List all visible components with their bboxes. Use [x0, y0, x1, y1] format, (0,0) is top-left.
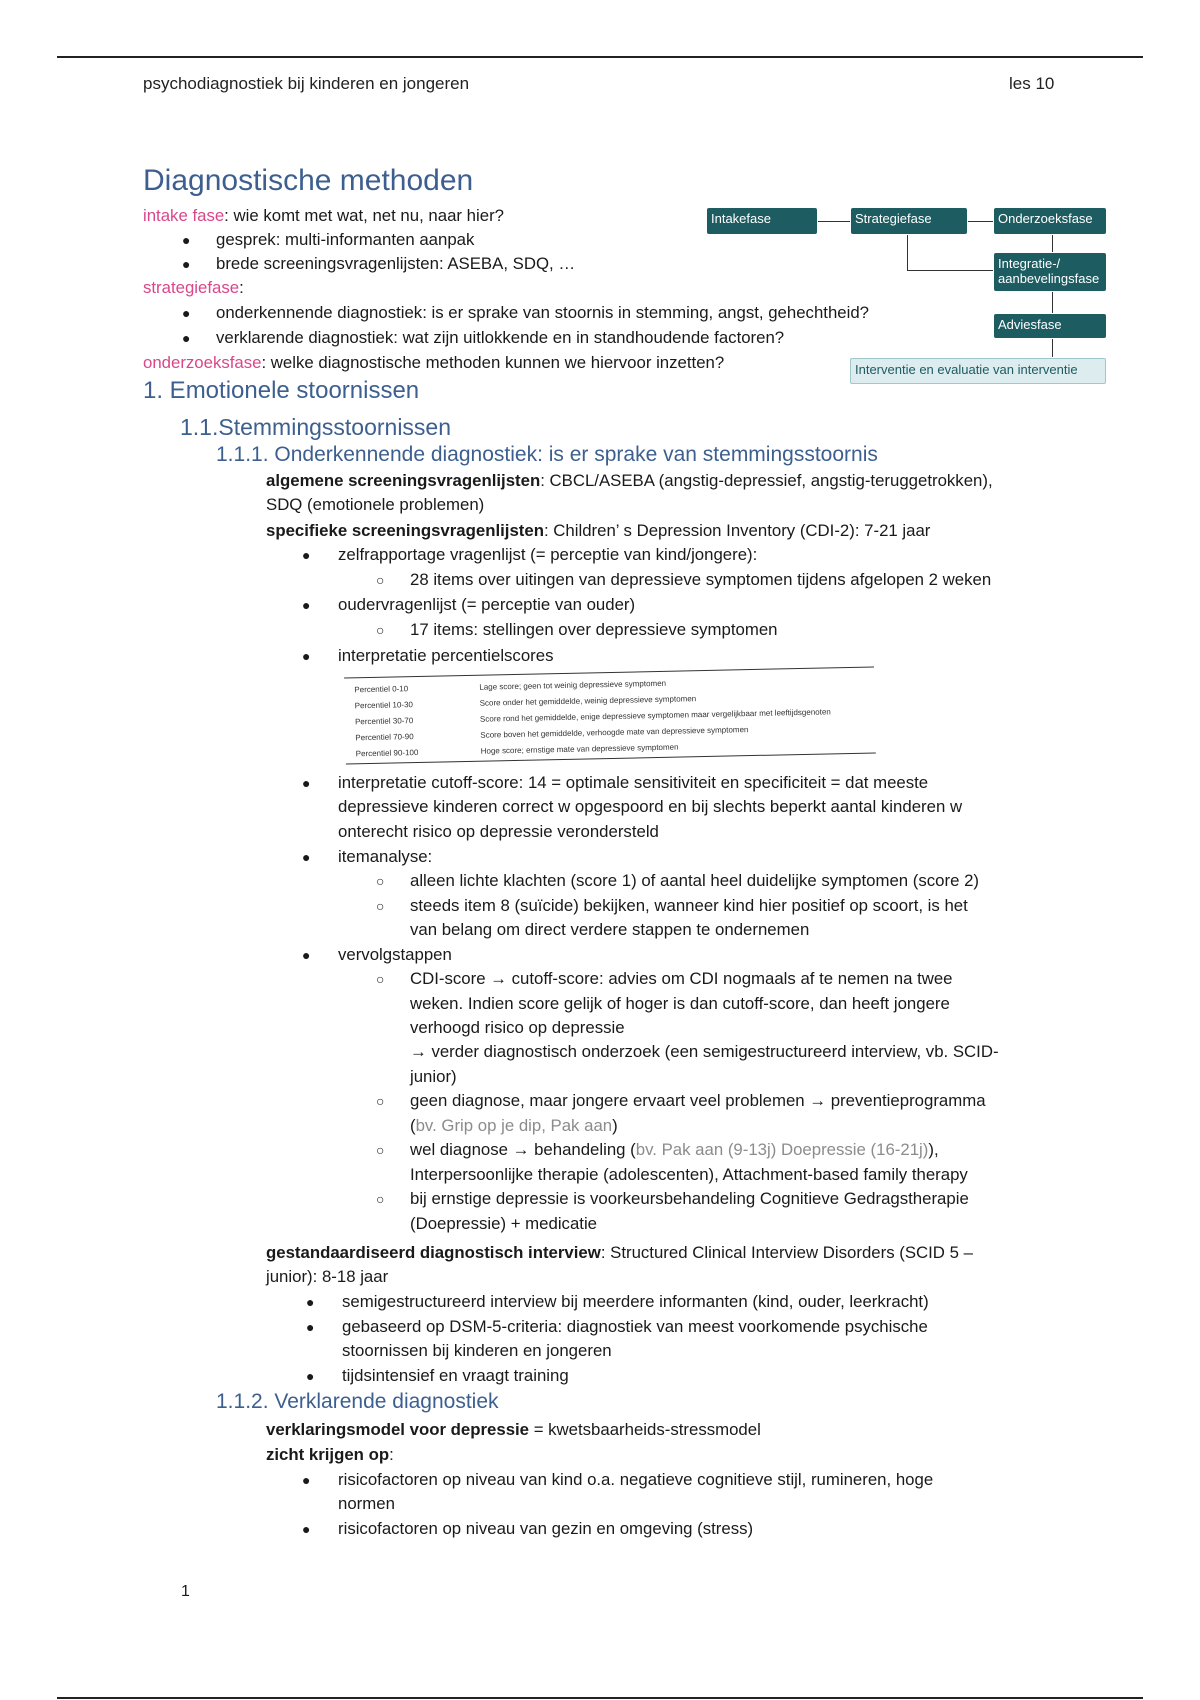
bullet-icon: ●	[302, 648, 311, 664]
bullet-icon: ●	[302, 1472, 311, 1488]
table-cell: Percentiel 70-90	[355, 732, 414, 743]
vervolg-2b-open: (	[410, 1116, 416, 1135]
verkl-bullet-2: risicofactoren op niveau van gezin en omgeving (stress)	[338, 1519, 754, 1538]
vervolg-4b: (Doepressie) + medicatie	[410, 1214, 598, 1233]
section-1-1-heading: 1.1.Stemmingsstoornissen	[180, 414, 452, 440]
percentile-table	[344, 666, 876, 769]
alg-screening-label: algemene screeningsvragenlijsten	[266, 471, 541, 490]
page-title: Diagnostische methoden	[143, 164, 474, 197]
circle-bullet-icon: ○	[376, 622, 385, 638]
vervolg-2a: geen diagnose, maar jongere ervaart veel problemen → preventieprogramma	[410, 1091, 986, 1110]
circle-bullet-icon: ○	[376, 572, 385, 588]
bullet-icon: ●	[302, 547, 311, 563]
diagram-intake-box: Intakefase	[707, 208, 817, 234]
vervolg-3a	[410, 1138, 939, 1162]
vervolg-3b: Interpersoonlijke therapie (adolescenten), Attachment-based family therapy	[410, 1165, 968, 1184]
verkl-zicht-line	[266, 1443, 394, 1467]
diagram-arrow	[1052, 235, 1053, 252]
onderzoek-label: onderzoeksfase	[143, 353, 262, 372]
vervolg-4a: bij ernstige depressie is voorkeursbehandeling Cognitieve Gedragstherapie	[410, 1189, 969, 1208]
vervolg-1b: weken. Indien score gelijk of hoger is dan cutoff-score, dan heeft jongere	[410, 994, 950, 1013]
cdi-cutoff-1: interpretatie cutoff-score: 14 = optimale sensitiviteit en specificiteit = dat meeste	[338, 773, 929, 792]
page-header-lesson: les 10	[1009, 74, 1055, 93]
cdi-item-sub-2a: steeds item 8 (suïcide) bekijken, wanneer kind hier positief op scoort, is het	[410, 896, 968, 915]
scid-line-2: junior): 8-18 jaar	[266, 1267, 389, 1286]
diagram-integratie-box: Integratie-/ aanbevelingsfase	[994, 253, 1106, 291]
verkl-zicht-text: :	[389, 1445, 394, 1464]
verkl-zicht-label: zicht krijgen op	[266, 1445, 390, 1464]
diagram-arrow	[907, 235, 908, 271]
spec-screening-label: specifieke screeningsvragenlijsten	[266, 521, 544, 540]
scid-bullet-1: semigestructureerd interview bij meerdere informanten (kind, ouder, leerkracht)	[342, 1292, 929, 1311]
bullet-icon: ●	[182, 232, 191, 248]
diagram-arrow	[818, 221, 850, 222]
circle-bullet-icon: ○	[376, 1191, 385, 1207]
section-1-1-2-heading: 1.1.2. Verklarende diagnostiek	[216, 1390, 499, 1413]
intake-label: intake fase	[143, 206, 225, 225]
verkl-bullet-1a: risicofactoren op niveau van kind o.a. negatieve cognitieve stijl, rumineren, hoge	[338, 1470, 934, 1489]
vervolg-2b-examples: bv. Grip op je dip, Pak aan	[415, 1116, 613, 1135]
table-cell: Hoge score; ernstige mate van depressieve symptomen	[480, 742, 679, 756]
table-cell: Score rond het gemiddelde, enige depressieve symptomen maar vergelijkbaar met leeftijdsgenoten	[479, 707, 831, 724]
table-cell: Percentiel 10-30	[354, 700, 414, 711]
table-cell: Score boven het gemiddelde, verhoogde mate van depressieve symptomen	[480, 725, 749, 740]
intake-bullet-2: brede screeningsvragenlijsten: ASEBA, SDQ, …	[216, 254, 576, 273]
alg-screening-line	[266, 469, 993, 493]
scid-line	[266, 1241, 973, 1265]
scid-bullet-2a: gebaseerd op DSM-5-criteria: diagnostiek van meest voorkomende psychische	[342, 1317, 928, 1336]
page-header-title: psychodiagnostiek bij kinderen en jongeren	[143, 74, 470, 93]
bullet-icon: ●	[302, 947, 311, 963]
spec-screening-line	[266, 519, 930, 543]
bullet-icon: ●	[302, 1521, 311, 1537]
bullet-icon: ●	[306, 1368, 315, 1384]
bullet-icon: ●	[182, 305, 191, 321]
cdi-zelf-sub: 28 items over uitingen van depressieve symptomen tijdens afgelopen 2 weken	[410, 570, 992, 589]
vervolg-2b	[410, 1114, 618, 1138]
table-cell: Percentiel 30-70	[354, 716, 414, 727]
scid-bullet-2b: stoornissen bij kinderen en jongeren	[342, 1341, 612, 1360]
page-number: 1	[181, 1583, 190, 1600]
bullet-icon: ●	[302, 775, 311, 791]
strategie-text: :	[239, 278, 244, 297]
cdi-zelf: zelfrapportage vragenlijst (= perceptie van kind/jongere):	[338, 545, 758, 564]
table-rule	[344, 666, 874, 678]
onderzoek-text: : welke diagnostische methoden kunnen we hiervoor inzetten?	[261, 353, 725, 372]
verkl-model-line	[266, 1418, 761, 1442]
cdi-vervolg: vervolgstappen	[338, 945, 452, 964]
alg-screening-line-2: SDQ (emotionele problemen)	[266, 495, 485, 514]
cdi-cutoff-2: depressieve kinderen correct w opgespoord en bij slechts beperkt aantal kinderen w	[338, 797, 963, 816]
onderzoek-line	[143, 351, 724, 375]
strategie-line	[143, 276, 244, 300]
vervolg-3a-pre: wel diagnose → behandeling (	[410, 1140, 636, 1159]
intake-bullet-1: gesprek: multi-informanten aanpak	[216, 230, 475, 249]
cdi-ouder: oudervragenlijst (= perceptie van ouder)	[338, 595, 636, 614]
diagram-arrow	[968, 221, 993, 222]
section-1-heading: 1. Emotionele stoornissen	[143, 377, 420, 404]
verkl-bullet-1b: normen	[338, 1494, 395, 1513]
table-cell: Lage score; geen tot weinig depressieve symptomen	[479, 678, 667, 692]
circle-bullet-icon: ○	[376, 1093, 385, 1109]
table-rule	[346, 752, 876, 764]
cdi-item-sub-1: alleen lichte klachten (score 1) of aantal heel duidelijke symptomen (score 2)	[410, 871, 979, 890]
strategie-bullet-1: onderkennende diagnostiek: is er sprake van stoornis in stemming, angst, gehechtheid?	[216, 303, 870, 322]
diagram-strategie-box: Strategiefase	[851, 208, 967, 234]
spec-screening-text: : Children’ s Depression Inventory (CDI-2): 7-21 jaar	[543, 521, 931, 540]
vervolg-1a: CDI-score → cutoff-score: advies om CDI nogmaals af te nemen na twee	[410, 969, 953, 988]
diagram-interventie-box: Interventie en evaluatie van interventie	[850, 358, 1106, 384]
bullet-icon: ●	[302, 597, 311, 613]
bullet-icon: ●	[182, 330, 191, 346]
cdi-ouder-sub: 17 items: stellingen over depressieve symptomen	[410, 620, 778, 639]
intake-text: : wie komt met wat, net nu, naar hier?	[224, 206, 504, 225]
diagram-arrow	[907, 270, 993, 271]
alg-screening-text: : CBCL/ASEBA (angstig-depressief, angstig-teruggetrokken),	[540, 471, 993, 490]
circle-bullet-icon: ○	[376, 971, 385, 987]
bottom-rule	[57, 1697, 1143, 1699]
verkl-model-label: verklaringsmodel voor depressie	[266, 1420, 530, 1439]
strategie-bullet-2: verklarende diagnostiek: wat zijn uitlokkende en in standhoudende factoren?	[216, 328, 785, 347]
diagram-onderzoek-box: Onderzoeksfase	[994, 208, 1106, 234]
table-cell: Score onder het gemiddelde, weinig depressieve symptomen	[479, 694, 697, 708]
strategie-label: strategiefase	[143, 278, 240, 297]
top-rule	[57, 56, 1143, 58]
verkl-model-text: = kwetsbaarheids-stressmodel	[529, 1420, 761, 1439]
cdi-perc: interpretatie percentielscores	[338, 646, 554, 665]
vervolg-1d: → verder diagnostisch onderzoek (een semigestructureerd interview, vb. SCID-	[410, 1042, 999, 1061]
circle-bullet-icon: ○	[376, 1142, 385, 1158]
cdi-item: itemanalyse:	[338, 847, 433, 866]
intake-line	[143, 204, 504, 228]
vervolg-3a-post: ),	[928, 1140, 939, 1159]
vervolg-1c: verhoogd risico op depressie	[410, 1018, 625, 1037]
table-cell: Percentiel 90-100	[355, 748, 419, 759]
scid-label: gestandaardiseerd diagnostisch interview	[266, 1243, 601, 1262]
vervolg-1e: junior)	[410, 1067, 457, 1086]
circle-bullet-icon: ○	[376, 873, 385, 889]
bullet-icon: ●	[306, 1319, 315, 1335]
vervolg-3a-examples: bv. Pak aan (9-13j) Doepressie (16-21j)	[635, 1140, 929, 1159]
cdi-item-sub-2b: van belang om direct verdere stappen te ondernemen	[410, 920, 810, 939]
vervolg-2b-close: )	[612, 1116, 618, 1135]
bullet-icon: ●	[182, 256, 191, 272]
diagram-arrow	[1052, 292, 1053, 313]
scid-text: : Structured Clinical Interview Disorders (SCID 5 –	[600, 1243, 973, 1262]
section-1-1-1-heading: 1.1.1. Onderkennende diagnostiek: is er sprake van stemmingsstoornis	[216, 443, 878, 466]
bullet-icon: ●	[302, 849, 311, 865]
table-cell: Percentiel 0-10	[354, 684, 409, 695]
scid-bullet-3: tijdsintensief en vraagt training	[342, 1366, 569, 1385]
table-row	[354, 684, 408, 694]
cdi-cutoff-3: onterecht risico op depressie verondersteld	[338, 822, 659, 841]
diagram-advies-box: Adviesfase	[994, 314, 1106, 338]
diagram-arrow	[1052, 339, 1053, 357]
bullet-icon: ●	[306, 1294, 315, 1310]
circle-bullet-icon: ○	[376, 898, 385, 914]
